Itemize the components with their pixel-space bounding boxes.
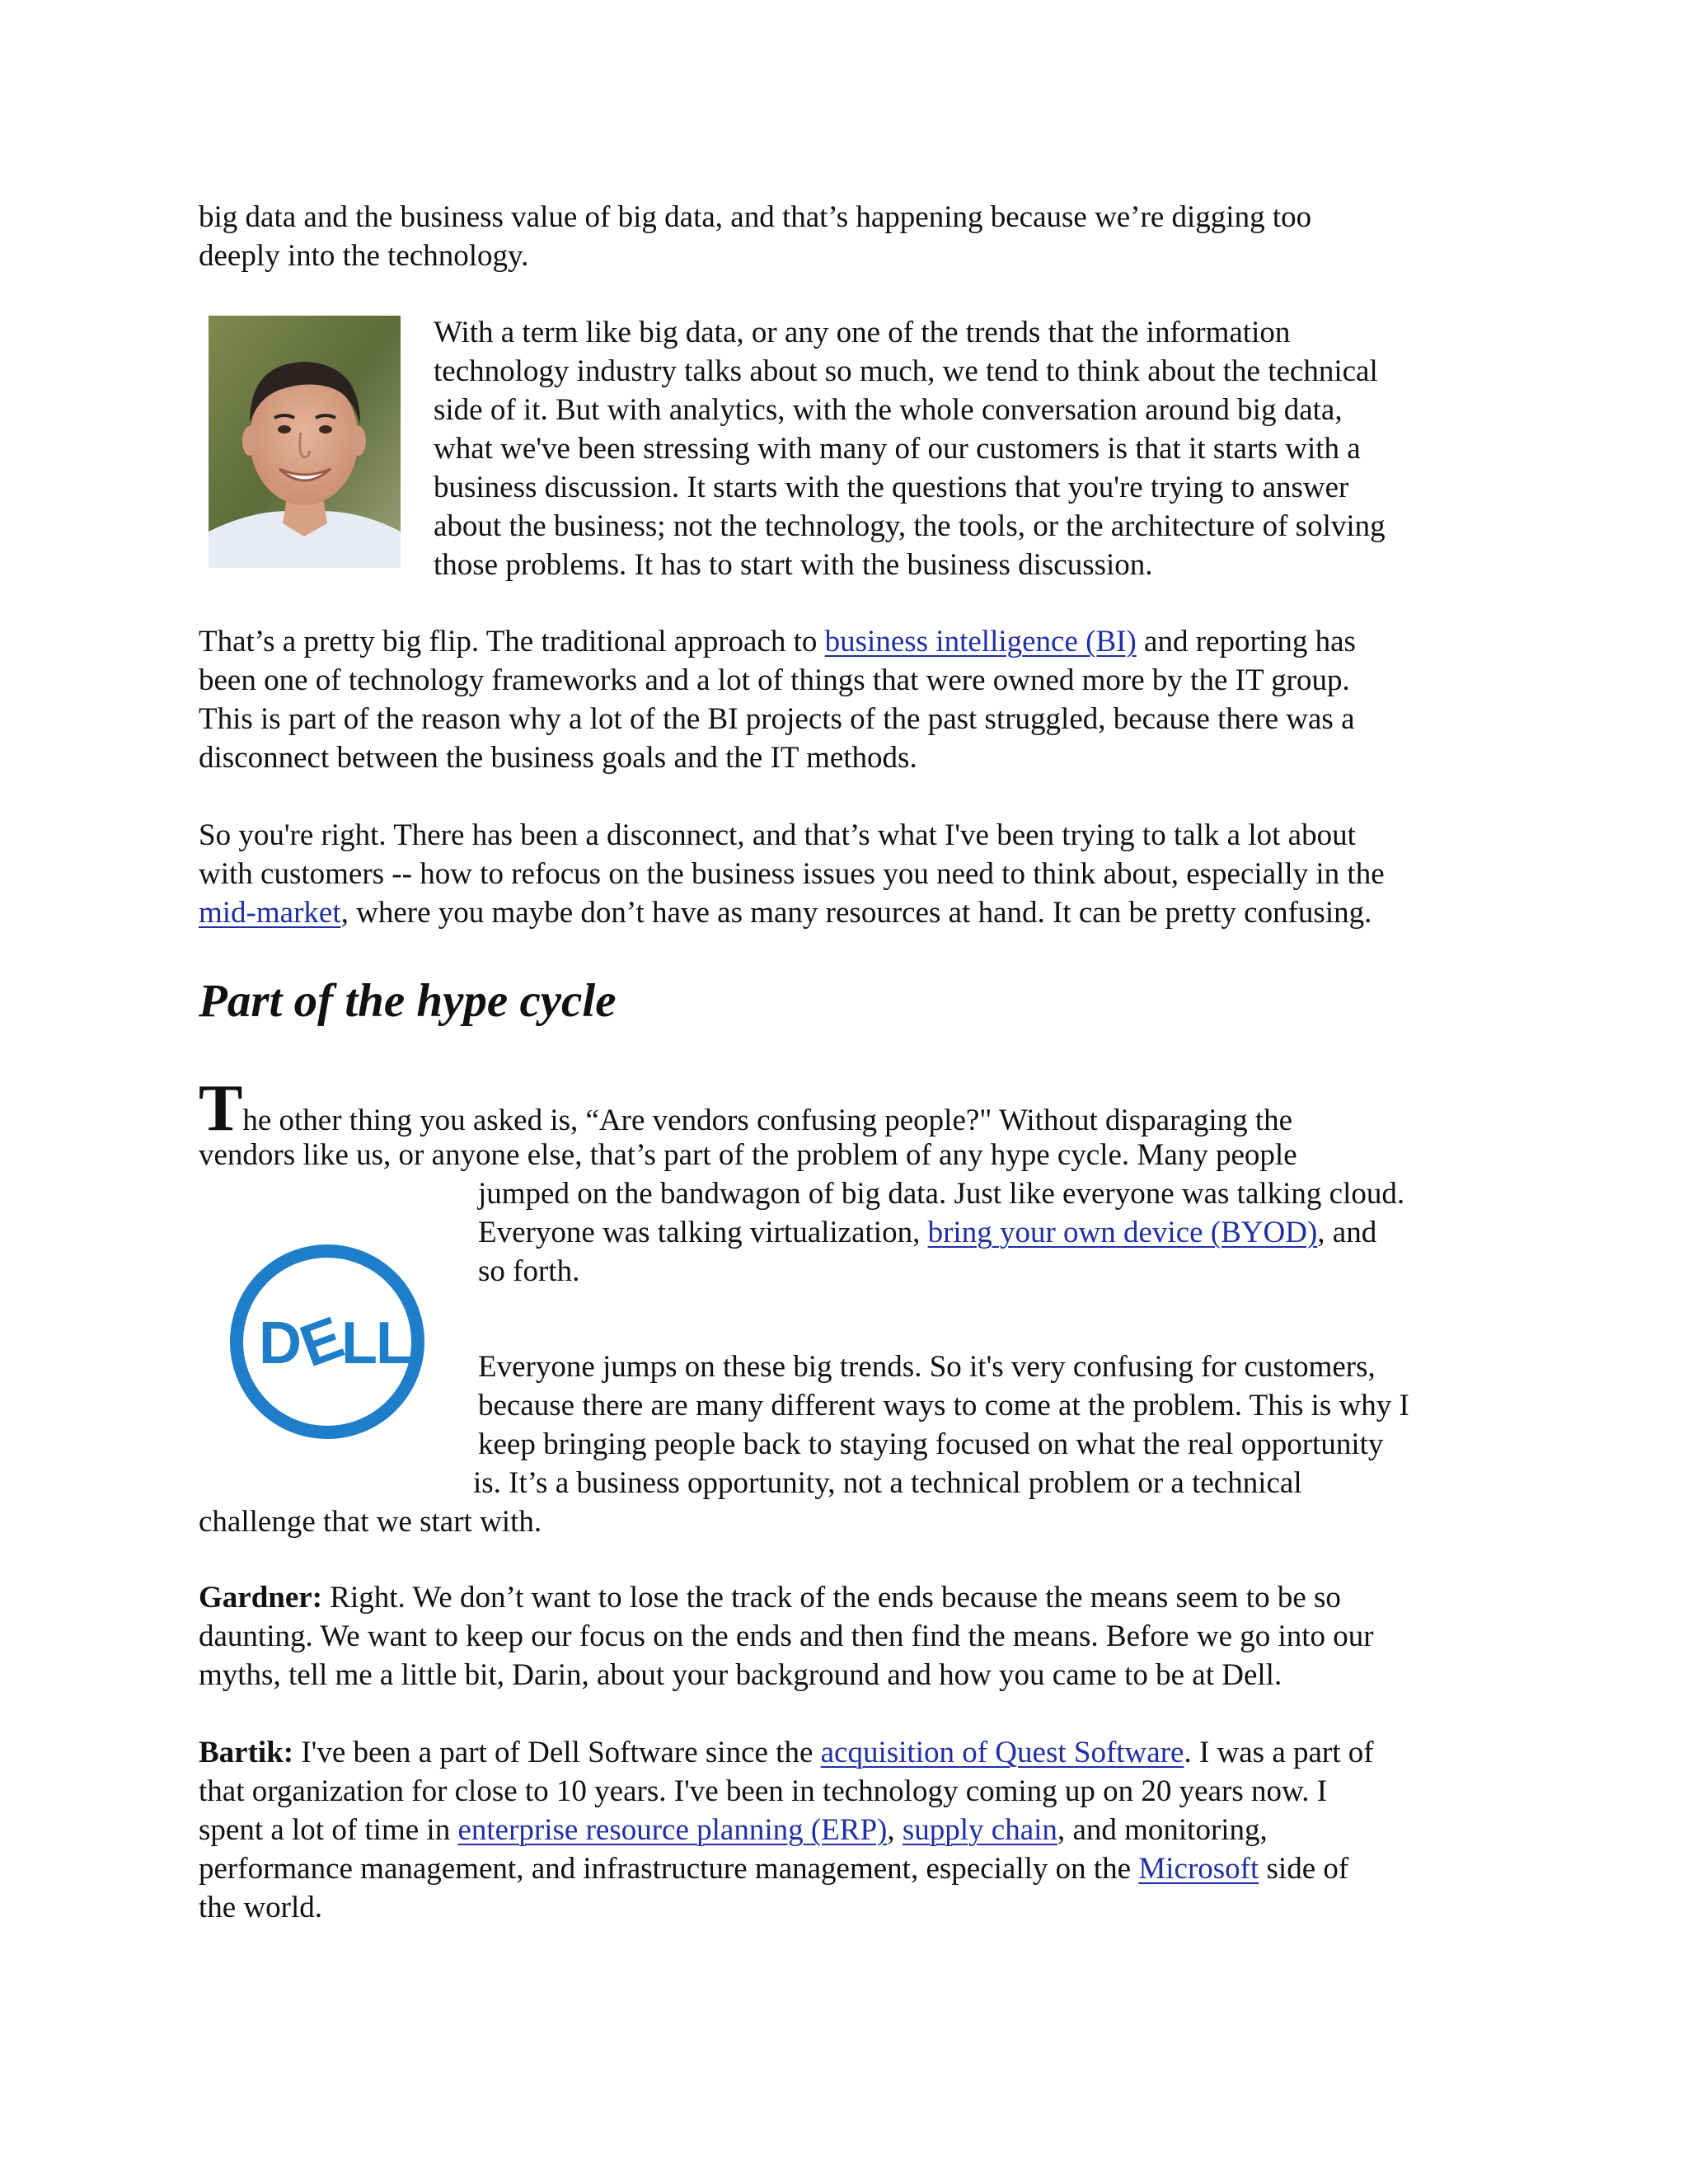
svg-text:L: L xyxy=(341,1310,377,1376)
text-line: Everyone jumps on these big trends. So it's very confusing for customers, xyxy=(478,1350,1376,1384)
text-line: so forth. xyxy=(478,1254,580,1288)
paragraph-trends xyxy=(199,1347,1513,1541)
text-line: what we've been stressing with many of our customers is that it starts with a xyxy=(434,432,1361,466)
link-erp[interactable]: enterprise resource planning (ERP) xyxy=(457,1813,888,1847)
text-segment: , xyxy=(887,1813,903,1847)
text-line: is. It’s a business opportunity, not a technical problem or a technical xyxy=(473,1466,1302,1500)
paragraph-gardner xyxy=(199,1578,1513,1694)
text-line: that organization for close to 10 years. I've been in technology coming up on 20 years now. I xyxy=(199,1774,1328,1808)
intro-paragraph xyxy=(199,198,1513,275)
text-line: keep bringing people back to staying focused on what the real opportunity xyxy=(478,1427,1384,1461)
link-mid-market[interactable]: mid-market xyxy=(199,896,341,930)
speaker-name: Gardner: xyxy=(199,1581,323,1615)
svg-text:D: D xyxy=(259,1310,302,1376)
text-line: With a term like big data, or any one of the trends that the information xyxy=(434,316,1291,349)
text-segment: , and monitoring, xyxy=(1057,1813,1268,1847)
text-segment: he other thing you asked is, “Are vendors confusing people?" Without disparaging the xyxy=(242,1104,1293,1137)
text-line: been one of technology frameworks and a lot of things that were owned more by the IT group. xyxy=(199,663,1350,697)
paragraph-disconnect xyxy=(199,816,1513,932)
link-microsoft[interactable]: Microsoft xyxy=(1138,1852,1259,1886)
text-segment: Right. We don’t want to lose the track of the ends because the means seem to be so xyxy=(322,1581,1341,1615)
text-line: This is part of the reason why a lot of the BI projects of the past struggled, because there was a xyxy=(199,702,1355,736)
text-line xyxy=(199,622,1513,661)
text-line: those problems. It has to start with the business discussion. xyxy=(434,548,1153,582)
text-segment: , and xyxy=(1317,1216,1377,1249)
link-business-intelligence[interactable]: business intelligence (BI) xyxy=(824,625,1137,658)
text-segment: performance management, and infrastructure management, especially on the xyxy=(199,1852,1139,1886)
link-quest-acquisition[interactable]: acquisition of Quest Software xyxy=(820,1736,1184,1769)
link-byod[interactable]: bring your own device (BYOD) xyxy=(927,1216,1318,1249)
text-line xyxy=(199,1849,1513,1888)
text-line: vendors like us, or anyone else, that’s part of the problem of any hype cycle. Many people xyxy=(199,1138,1297,1172)
speaker-headshot-photo xyxy=(209,316,401,568)
text-line: about the business; not the technology, the tools, or the architecture of solving xyxy=(434,509,1386,543)
speaker-name: Bartik: xyxy=(199,1736,294,1769)
text-line: daunting. We want to keep our focus on the ends and then find the means. Before we go into our xyxy=(199,1619,1374,1653)
text-line: big data and the business value of big data, and that’s happening because we’re digging too xyxy=(199,200,1312,234)
text-segment: . I was a part of xyxy=(1184,1736,1374,1769)
svg-text:E: E xyxy=(292,1304,352,1380)
link-supply-chain[interactable]: supply chain xyxy=(902,1813,1057,1847)
text-segment: I've been a part of Dell Software since the xyxy=(293,1736,821,1769)
text-line: myths, tell me a little bit, Darin, about your background and how you came to be at Dell. xyxy=(199,1658,1282,1692)
section-heading: Part of the hype cycle xyxy=(199,975,617,1027)
text-line xyxy=(199,1578,1513,1617)
paragraph-bi xyxy=(199,622,1513,777)
text-line: challenge that we start with. xyxy=(199,1505,542,1539)
text-line xyxy=(199,1811,1513,1849)
text-line: deeply into the technology. xyxy=(199,239,529,273)
text-segment: Everyone was talking virtualization, xyxy=(478,1216,928,1249)
paragraph-bartik xyxy=(199,1733,1513,1927)
svg-text:L: L xyxy=(376,1310,412,1376)
text-line: disconnect between the business goals and the IT methods. xyxy=(199,741,917,775)
text-line: jumped on the bandwagon of big data. Just like everyone was talking cloud. xyxy=(478,1177,1405,1211)
text-segment: and reporting has xyxy=(1136,625,1356,658)
text-line: business discussion. It starts with the questions that you're trying to answer xyxy=(434,471,1349,504)
text-line: side of it. But with analytics, with the whole conversation around big data, xyxy=(434,393,1343,427)
text-line: with customers -- how to refocus on the business issues you need to think about, especially in the xyxy=(199,857,1385,891)
drop-cap: T xyxy=(199,1072,243,1145)
text-line xyxy=(199,893,1513,932)
portrait-illustration xyxy=(209,316,401,568)
text-line: So you're right. There has been a disconnect, and that’s what I've been trying to talk a lot about xyxy=(199,818,1356,852)
quote-paragraph xyxy=(434,313,1522,584)
text-line xyxy=(199,1072,1513,1145)
text-segment: side of xyxy=(1259,1852,1349,1886)
text-segment: , where you maybe don’t have as many resources at hand. It can be pretty confusing. xyxy=(340,896,1372,930)
text-segment: spent a lot of time in xyxy=(199,1813,458,1847)
text-segment: That’s a pretty big flip. The traditional approach to xyxy=(199,625,825,658)
text-line: because there are many different ways to come at the problem. This is why I xyxy=(478,1389,1409,1422)
text-line: technology industry talks about so much, we tend to think about the technical xyxy=(434,354,1378,388)
text-line xyxy=(199,1733,1513,1772)
text-line: the world. xyxy=(199,1891,323,1924)
